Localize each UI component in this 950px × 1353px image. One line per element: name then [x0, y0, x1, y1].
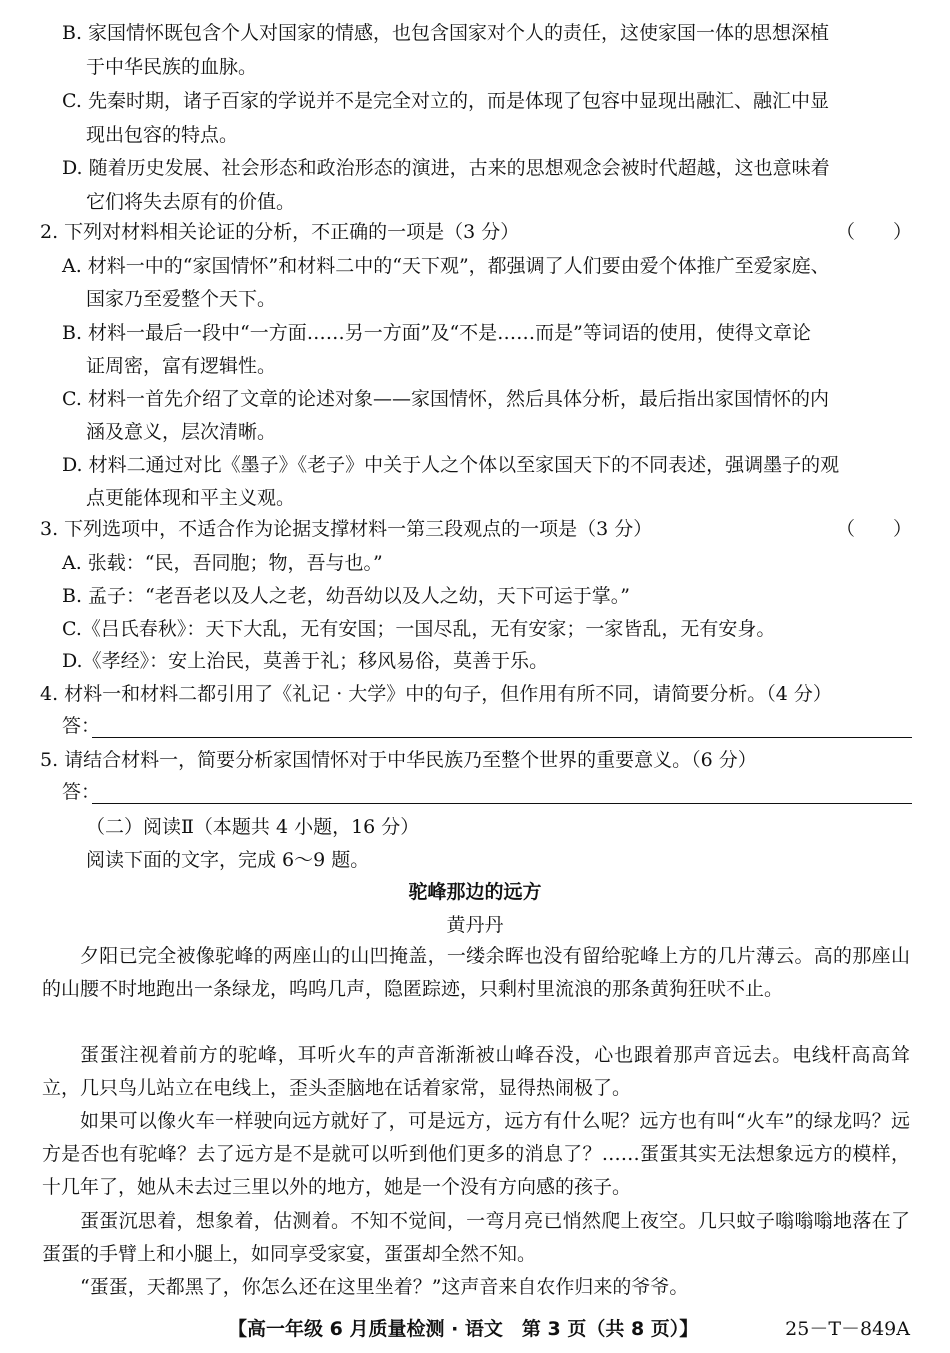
- article-paragraph: 如果可以像火车一样驶向远方就好了，可是远方，远方有什么呢？远方也有叫“火车”的绿龙吗？远方是否也有驼峰？去了远方是不是就可以听到他们更多的消息了？……蛋蛋其实无法想象远方的模样，十几年了，她从未去过三里以外的地方，她是一个没有方向感的孩子。: [42, 1110, 910, 1198]
- q1-option-c-cont: 现出包容的特点。: [86, 124, 239, 146]
- q4-answer-field[interactable]: [62, 713, 912, 739]
- q1-option-c: C. 先秦时期，诸子百家的学说并不是完全对立的，而是体现了包容中显现出融汇、融汇中显: [62, 90, 829, 112]
- q2-option-a: A. 材料一中的“家国情怀”和材料二中的“天下观”，都强调了人们要由爱个体推广至爱家庭、: [62, 255, 830, 277]
- section-heading: （二）阅读Ⅱ（本题共 4 小题，16 分）: [86, 816, 420, 838]
- exam-code: 25－T－849A: [785, 1318, 910, 1340]
- page-footer: 【高一年级 6 月质量检测 · 语文 第 3 页（共 8 页）】: [228, 1318, 699, 1340]
- article-paragraph: 蛋蛋沉思着，想象着，估测着。不知不觉间，一弯月亮已悄然爬上夜空。几只蚊子嗡嗡嗡地落在了蛋蛋的手臂上和小腿上，如同享受家宴，蛋蛋却全然不知。: [42, 1210, 910, 1265]
- q2-stem: 2. 下列对材料相关论证的分析，不正确的一项是（3 分）: [40, 221, 520, 243]
- q5-answer-line: [92, 803, 912, 804]
- article-paragraph: “蛋蛋，天都黑了，你怎么还在这里坐着？”这声音来自农作归来的爷爷。: [80, 1276, 689, 1298]
- article-paragraph: 蛋蛋注视着前方的驼峰，耳听火车的声音渐渐被山峰吞没，心也跟着那声音远去。电线杆高高耸立，几只鸟儿站立在电线上，歪头歪脑地在话着家常，显得热闹极了。: [42, 1044, 910, 1099]
- q4-answer-line: [92, 737, 912, 738]
- q1-option-d: D. 随着历史发展、社会形态和政治形态的演进，古来的思想观念会被时代超越，这也意味着: [62, 157, 830, 179]
- q5-answer-field[interactable]: [62, 779, 912, 805]
- q5-stem: 5. 请结合材料一，简要分析家国情怀对于中华民族乃至整个世界的重要意义。（6 分）: [40, 749, 757, 771]
- article-title: 驼峰那边的远方: [408, 881, 542, 903]
- q2-option-d: D. 材料二通过对比《墨子》《老子》中关于人之个体以至家国天下的不同表述，强调墨子的观: [62, 454, 840, 476]
- q1-option-b: B. 家国情怀既包含个人对国家的情感，也包含国家对个人的责任，这使家国一体的思想深植: [62, 22, 830, 44]
- article-author: 黄丹丹: [446, 914, 504, 936]
- q3-option-c: C.《吕氏春秋》：天下大乱，无有安国；一国尽乱，无有安家；一家皆乱，无有安身。: [62, 618, 776, 640]
- q2-option-b-cont: 证周密，富有逻辑性。: [86, 355, 277, 377]
- q2-option-d-cont: 点更能体现和平主义观。: [86, 487, 296, 509]
- section-instruction: 阅读下面的文字，完成 6～9 题。: [86, 849, 370, 871]
- q2-option-c: C. 材料一首先介绍了文章的论述对象——家国情怀，然后具体分析，最后指出家国情怀的内: [62, 388, 829, 410]
- q1-option-d-cont: 它们将失去原有的价值。: [86, 191, 296, 213]
- q5-answer-label: 答：: [62, 781, 101, 803]
- q4-answer-label: 答：: [62, 715, 101, 737]
- q2-option-c-cont: 涵及意义，层次清晰。: [86, 421, 277, 443]
- q1-option-b-cont: 于中华民族的血脉。: [86, 56, 258, 78]
- q3-stem: 3. 下列选项中，不适合作为论据支撑材料一第三段观点的一项是（3 分）: [40, 518, 653, 540]
- q2-option-a-cont: 国家乃至爱整个天下。: [86, 288, 277, 310]
- q3-option-d: D.《孝经》：安上治民，莫善于礼；移风易俗，莫善于乐。: [62, 650, 549, 672]
- q2-option-b: B. 材料一最后一段中“一方面……另一方面”及“不是……而是”等词语的使用，使得文章论: [62, 322, 811, 344]
- q3-option-a: A. 张载：“民，吾同胞；物，吾与也。”: [62, 552, 383, 574]
- q3-option-b: B. 孟子：“老吾老以及人之老，幼吾幼以及人之幼，天下可运于掌。”: [62, 585, 630, 607]
- q3-answer-paren: （ ）: [835, 518, 912, 540]
- q2-answer-paren: （ ）: [835, 221, 912, 243]
- article-paragraph: 夕阳已完全被像驼峰的两座山的山凹掩盖，一缕余晖也没有留给驼峰上方的几片薄云。高的那座山的山腰不时地跑出一条绿龙，呜呜几声，隐匿踪迹，只剩村里流浪的那条黄狗狂吠不止。: [42, 945, 910, 1000]
- q4-stem: 4. 材料一和材料二都引用了《礼记 · 大学》中的句子，但作用有所不同，请简要分析。（4 分）: [40, 683, 832, 705]
